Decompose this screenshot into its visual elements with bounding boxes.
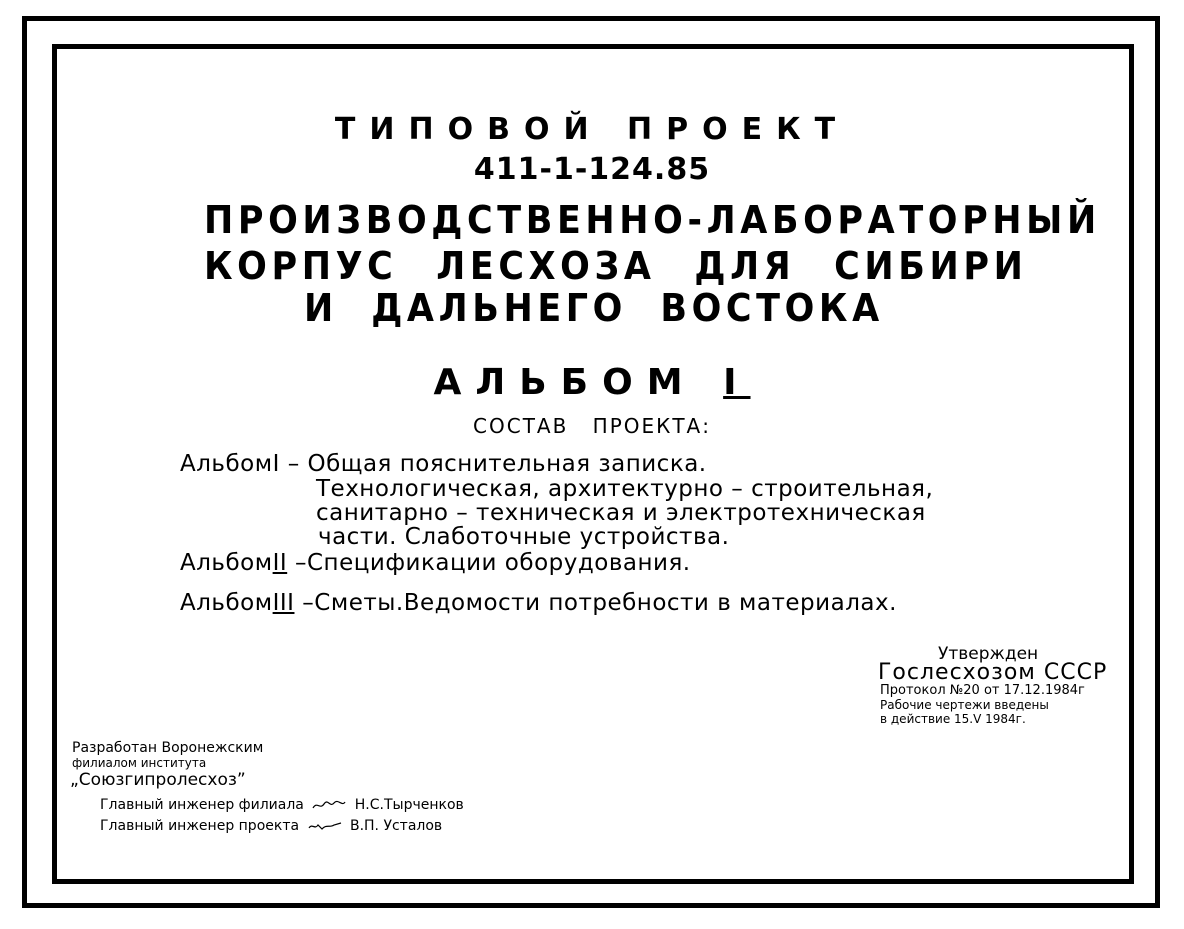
- album1-line: [180, 451, 707, 477]
- project-number: 411-1-124.85: [473, 152, 711, 187]
- chief-engineer-branch: [100, 797, 464, 813]
- approval-line-4: Рабочие чертежи введены: [880, 698, 1049, 712]
- chief-project-label: Главный инженер проекта: [100, 818, 300, 834]
- album1-text: – Общая пояснительная записка.: [279, 451, 707, 477]
- album3-label: Альбом: [180, 590, 273, 616]
- album2-text: –Спецификации оборудования.: [287, 550, 691, 576]
- document-type-label: ТИПОВОЙ ПРОЕКТ: [334, 112, 850, 147]
- album3-text: –Сметы.Ведомости потребности в материалах.: [294, 590, 897, 616]
- album-heading: [0, 362, 1184, 403]
- approval-line-1: Утвержден: [938, 644, 1039, 664]
- album1-cont-3: части. Слаботочные устройства.: [318, 524, 730, 550]
- composition-heading: СОСТАВ ПРОЕКТА:: [473, 414, 711, 438]
- chief-branch-name: Н.С.Тырченков: [354, 797, 464, 813]
- developer-line-1: Разработан Воронежским: [72, 740, 264, 756]
- approval-line-5: в действие 15.V 1984г.: [880, 712, 1026, 726]
- developer-line-2: филиалом института: [72, 756, 207, 770]
- album1-cont-2: санитарно – техническая и электротехническая: [316, 500, 926, 526]
- signature-project: [308, 820, 342, 832]
- album2-line: [180, 550, 691, 576]
- chief-branch-label: Главный инженер филиала: [100, 797, 304, 813]
- album-number: I: [723, 362, 751, 403]
- chief-project-name: В.П. Усталов: [349, 818, 443, 834]
- title-line-1: ПРОИЗВОДСТВЕННО-ЛАБОРАТОРНЫЙ: [204, 198, 1101, 242]
- title-line-3: И ДАЛЬНЕГО ВОСТОКА: [304, 286, 884, 330]
- album2-number: II: [272, 550, 288, 576]
- album2-label: Альбом: [180, 550, 273, 576]
- title-line-2: КОРПУС ЛЕСХОЗА ДЛЯ СИБИРИ: [204, 244, 1028, 288]
- album3-number: III: [272, 590, 295, 616]
- chief-engineer-project: [100, 818, 442, 834]
- album1-cont-1: Технологическая, архитектурно – строительная,: [316, 476, 934, 502]
- approval-line-3: Протокол №20 от 17.12.1984г: [880, 683, 1085, 698]
- album3-line: [180, 590, 897, 616]
- developer-line-3: „Союзгипролесхоз”: [70, 770, 246, 790]
- approval-line-2: Гослесхозом СССР: [878, 660, 1108, 685]
- album-label: АЛЬБОМ: [433, 362, 697, 403]
- album1-label: АльбомI: [180, 451, 280, 477]
- signature-branch: [312, 799, 346, 811]
